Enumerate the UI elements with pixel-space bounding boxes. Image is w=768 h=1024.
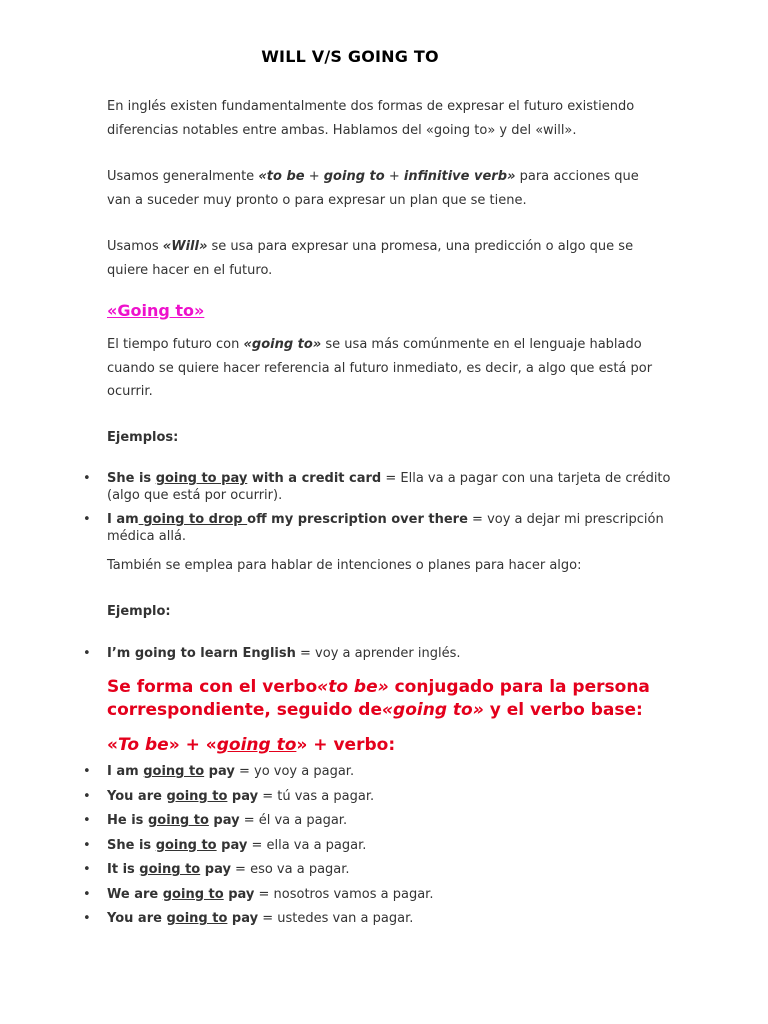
formation-a: Se forma con el verbo [107,677,318,697]
conj-subject: You are [107,911,167,926]
intro-p2-c: + [304,169,324,184]
example-1-b1: She is [107,471,156,486]
conj-verb: pay [208,813,240,828]
conj-going-to: going to [139,862,201,877]
list-item [0,858,680,883]
example-2-b1: I am [107,512,139,527]
conj-translation: = nosotros vamos a pagar. [254,886,434,902]
list-item [0,470,680,504]
conj-verb: pay [227,788,259,804]
going-to-para-b: «going to» [243,337,322,352]
formula [107,735,395,755]
also-text: También se emplea para hablar de intenciones o planes para hacer algo: [107,558,582,573]
conj-subject: He is [107,813,148,828]
conj-going-to: going to [166,788,228,804]
conj-translation: = eso va a pagar. [230,862,350,877]
list-item [0,511,680,545]
list-item [0,883,680,908]
intro-p3-c: se usa para expresar una promesa, una predicción o algo que se quiere hacer en el futuro. [107,239,634,278]
conjugation-list [0,760,680,932]
intro-p2-g: para acciones que van a suceder muy pronto o para expresar un plan que se tiene. [107,169,639,208]
formation-e: y el verbo base: [483,700,643,720]
conj-going-to: going to [143,764,205,779]
intro-p2-e: + [384,169,404,184]
list-item [0,785,680,810]
formation-c: conjugado para la persona correspondiente, seguido de [107,677,650,720]
conj-subject: She is [107,837,156,853]
formation-b: «to be» [317,677,389,697]
conj-verb: pay [227,911,259,926]
intro-paragraph-1 [107,95,662,142]
going-to-heading: «Going to» [107,301,205,320]
example-label: Ejemplo: [107,604,171,619]
going-to-paragraph [107,333,662,404]
list-item [0,834,680,859]
intro-paragraph-2 [107,165,662,212]
example-list [0,645,680,662]
formula-b: To be [117,735,169,755]
conj-verb: pay [223,886,255,902]
conj-going-to: going to [155,837,217,853]
list-item [0,760,680,785]
also-paragraph [107,554,662,578]
formula-c: » + « [168,735,217,755]
intro-text-1: En inglés existen fundamentalmente dos formas de expresar el futuro existiendo diferencias notables entre ambas. Hablamos del «going to» y del «will». [107,99,635,138]
conj-subject: You are [107,788,167,804]
example-1-u: going to pay [155,471,248,486]
formula-e: » + verbo: [296,735,396,755]
example-2-b2: off my prescription over there [247,512,468,527]
example-1-b2: with a credit card [247,471,382,486]
conj-verb: pay [204,764,235,779]
conj-subject: I am [107,764,144,779]
intro-p2-a: Usamos generalmente [107,169,259,184]
examples-label: Ejemplos: [107,430,179,445]
example-single-rest: = voy a aprender inglés. [295,646,461,661]
list-item [0,907,680,932]
conj-translation: = yo voy a pagar. [234,764,355,779]
examples-list [0,470,680,545]
going-to-para-a: El tiempo futuro con [107,337,244,352]
conj-going-to: going to [162,886,224,902]
conj-going-to: going to [166,911,228,926]
example-2-rest: = voy a dejar mi prescripción médica allá. [107,512,664,544]
intro-p3-a: Usamos [107,239,163,254]
formula-d: going to [216,735,297,755]
conj-translation: = ustedes van a pagar. [258,911,414,926]
conj-verb: pay [216,837,248,853]
formation-rule [107,676,687,722]
conj-subject: We are [107,886,163,902]
going-to-para-c: se usa más comúnmente en el lenguaje hablado cuando se quiere hacer referencia al futuro inmediato, es decir, a algo que está por ocurrir. [107,337,653,399]
intro-p3-b: «Will» [162,239,208,254]
conj-verb: pay [200,862,231,877]
intro-p2-d: going to [323,169,385,184]
intro-paragraph-3 [107,235,662,282]
conj-translation: = él va a pagar. [239,813,348,828]
page-title: WILL V/S GOING TO [261,47,439,66]
conj-going-to: going to [147,813,209,828]
example-1-rest: = Ella va a pagar con una tarjeta de crédito (algo que está por ocurrir). [107,471,671,503]
conj-translation: = tú vas a pagar. [258,788,375,804]
list-item [0,809,680,834]
conj-translation: = ella va a pagar. [247,837,367,853]
example-single-b: I’m going to learn English [107,646,296,661]
conj-subject: It is [107,862,140,877]
intro-p2-b: «to be [258,169,305,184]
example-2-u: going to drop [138,512,248,527]
formula-a: « [107,735,118,755]
formation-d: «going to» [382,700,484,720]
intro-p2-f: infinitive verb» [403,169,516,184]
list-item [0,645,680,662]
